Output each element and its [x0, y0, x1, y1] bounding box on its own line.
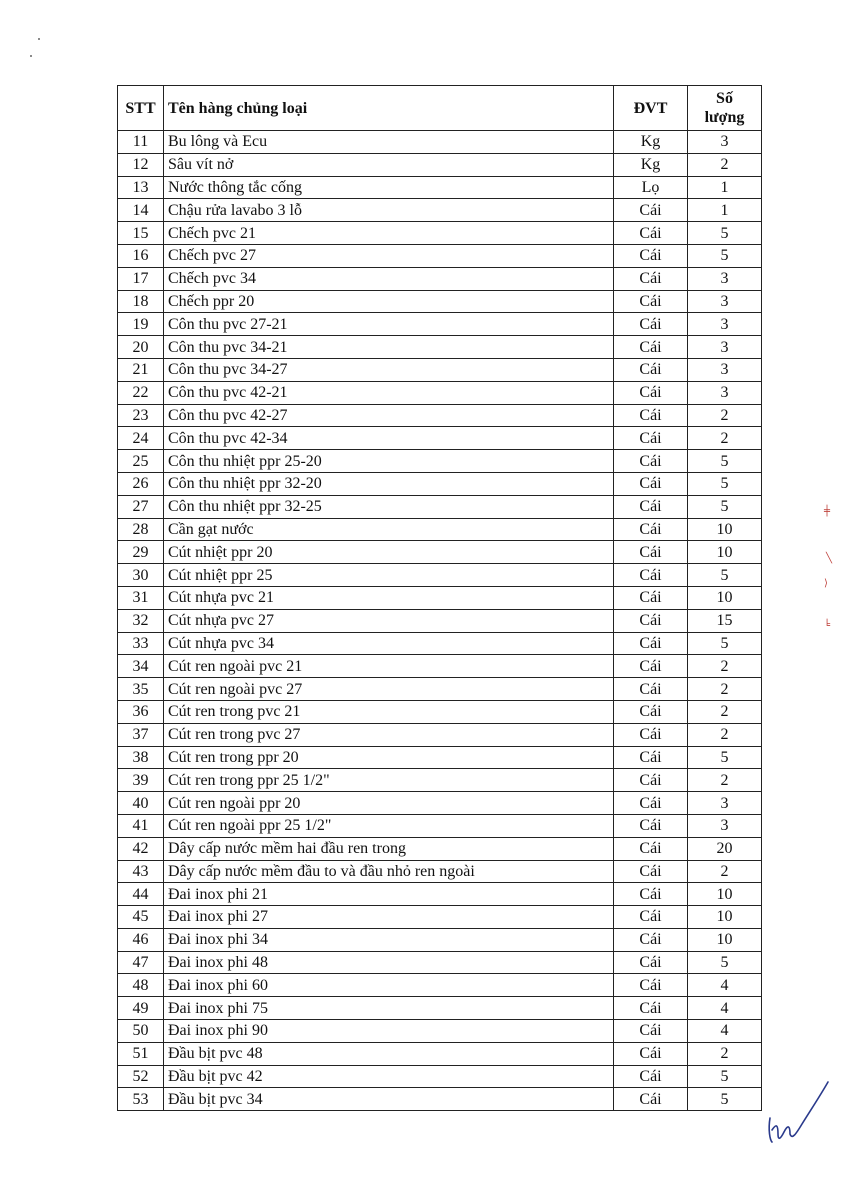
- cell-unit: Cái: [614, 244, 688, 267]
- signature: [762, 1078, 832, 1148]
- cell-quantity: 3: [688, 131, 762, 154]
- cell-stt: 43: [118, 860, 164, 883]
- cell-unit: Cái: [614, 632, 688, 655]
- table-row: [118, 131, 762, 154]
- cell-item-name: Chậu rửa lavabo 3 lỗ: [164, 199, 614, 222]
- table-row: [118, 267, 762, 290]
- cell-unit: Kg: [614, 153, 688, 176]
- cell-unit: Cái: [614, 746, 688, 769]
- table-row: [118, 883, 762, 906]
- cell-stt: 23: [118, 404, 164, 427]
- cell-item-name: Chếch pvc 34: [164, 267, 614, 290]
- cell-quantity: 4: [688, 997, 762, 1020]
- table-row: [118, 1020, 762, 1043]
- cell-quantity: 3: [688, 267, 762, 290]
- cell-stt: 31: [118, 586, 164, 609]
- cell-stt: 32: [118, 609, 164, 632]
- cell-stt: 11: [118, 131, 164, 154]
- cell-unit: Cái: [614, 1065, 688, 1088]
- cell-quantity: 5: [688, 1088, 762, 1111]
- cell-stt: 45: [118, 906, 164, 929]
- cell-stt: 46: [118, 928, 164, 951]
- cell-quantity: 5: [688, 472, 762, 495]
- cell-unit: Cái: [614, 518, 688, 541]
- cell-item-name: Dây cấp nước mềm hai đầu ren trong: [164, 837, 614, 860]
- cell-unit: Cái: [614, 951, 688, 974]
- cell-stt: 35: [118, 678, 164, 701]
- cell-unit: Cái: [614, 723, 688, 746]
- cell-unit: Cái: [614, 1088, 688, 1111]
- table-row: [118, 199, 762, 222]
- cell-unit: Cái: [614, 678, 688, 701]
- cell-quantity: 3: [688, 336, 762, 359]
- cell-quantity: 15: [688, 609, 762, 632]
- cell-quantity: 2: [688, 404, 762, 427]
- cell-item-name: Đầu bịt pvc 42: [164, 1065, 614, 1088]
- cell-item-name: Côn thu pvc 27-21: [164, 313, 614, 336]
- cell-stt: 37: [118, 723, 164, 746]
- table-row: [118, 450, 762, 473]
- cell-unit: Cái: [614, 928, 688, 951]
- table-row: [118, 792, 762, 815]
- cell-quantity: 5: [688, 1065, 762, 1088]
- cell-unit: Cái: [614, 290, 688, 313]
- cell-item-name: Chếch ppr 20: [164, 290, 614, 313]
- table-row: [118, 381, 762, 404]
- cell-quantity: 10: [688, 883, 762, 906]
- cell-unit: Cái: [614, 837, 688, 860]
- cell-unit: Cái: [614, 609, 688, 632]
- stamp-fragment-mark: ╲: [826, 553, 833, 564]
- cell-quantity: 2: [688, 427, 762, 450]
- cell-unit: Cái: [614, 700, 688, 723]
- table-row: [118, 336, 762, 359]
- cell-unit: Cái: [614, 222, 688, 245]
- cell-stt: 22: [118, 381, 164, 404]
- table-row: [118, 564, 762, 587]
- table-row: [118, 176, 762, 199]
- table-row: [118, 290, 762, 313]
- cell-item-name: Cút nhựa pvc 21: [164, 586, 614, 609]
- table-row: [118, 678, 762, 701]
- cell-unit: Cái: [614, 997, 688, 1020]
- cell-stt: 14: [118, 199, 164, 222]
- cell-unit: Cái: [614, 313, 688, 336]
- cell-quantity: 5: [688, 244, 762, 267]
- table-row: [118, 655, 762, 678]
- cell-item-name: Cút nhiệt ppr 20: [164, 541, 614, 564]
- scan-speck: [30, 55, 32, 57]
- cell-item-name: Đai inox phi 75: [164, 997, 614, 1020]
- cell-stt: 40: [118, 792, 164, 815]
- cell-quantity: 5: [688, 632, 762, 655]
- cell-quantity: 2: [688, 153, 762, 176]
- table-row: [118, 153, 762, 176]
- table-row: [118, 313, 762, 336]
- cell-stt: 17: [118, 267, 164, 290]
- cell-item-name: Sâu vít nở: [164, 153, 614, 176]
- cell-unit: Cái: [614, 860, 688, 883]
- scan-speck: [38, 38, 40, 40]
- cell-stt: 36: [118, 700, 164, 723]
- cell-stt: 47: [118, 951, 164, 974]
- cell-unit: Cái: [614, 495, 688, 518]
- cell-item-name: Cút ren ngoài pvc 27: [164, 678, 614, 701]
- table-row: [118, 358, 762, 381]
- cell-item-name: Dây cấp nước mềm đầu to và đầu nhỏ ren ngoài: [164, 860, 614, 883]
- cell-quantity: 5: [688, 495, 762, 518]
- cell-stt: 16: [118, 244, 164, 267]
- cell-quantity: 3: [688, 381, 762, 404]
- table-row: [118, 906, 762, 929]
- cell-quantity: 5: [688, 222, 762, 245]
- stamp-fragment-mark: ╪: [824, 506, 831, 517]
- table-row: [118, 472, 762, 495]
- cell-unit: Cái: [614, 586, 688, 609]
- cell-quantity: 10: [688, 541, 762, 564]
- table-row: [118, 746, 762, 769]
- table-row: [118, 495, 762, 518]
- cell-stt: 26: [118, 472, 164, 495]
- cell-item-name: Nước thông tắc cống: [164, 176, 614, 199]
- cell-quantity: 2: [688, 723, 762, 746]
- table-header-row: [118, 86, 762, 131]
- table-row: [118, 632, 762, 655]
- cell-quantity: 4: [688, 974, 762, 997]
- stamp-fragment: [818, 498, 842, 648]
- cell-quantity: 10: [688, 928, 762, 951]
- cell-stt: 24: [118, 427, 164, 450]
- cell-item-name: Đai inox phi 60: [164, 974, 614, 997]
- table-row: [118, 860, 762, 883]
- table-row: [118, 427, 762, 450]
- cell-item-name: Côn thu pvc 34-21: [164, 336, 614, 359]
- header-unit: ĐVT: [614, 86, 688, 131]
- cell-item-name: Cút ren trong ppr 20: [164, 746, 614, 769]
- table-row: [118, 244, 762, 267]
- cell-unit: Cái: [614, 541, 688, 564]
- cell-stt: 18: [118, 290, 164, 313]
- table-row: [118, 1065, 762, 1088]
- cell-stt: 25: [118, 450, 164, 473]
- cell-item-name: Đai inox phi 90: [164, 1020, 614, 1043]
- cell-item-name: Côn thu nhiệt ppr 32-25: [164, 495, 614, 518]
- cell-item-name: Chếch pvc 27: [164, 244, 614, 267]
- cell-item-name: Cần gạt nước: [164, 518, 614, 541]
- cell-quantity: 2: [688, 769, 762, 792]
- cell-unit: Cái: [614, 450, 688, 473]
- cell-quantity: 3: [688, 792, 762, 815]
- cell-item-name: Côn thu pvc 34-27: [164, 358, 614, 381]
- cell-quantity: 1: [688, 176, 762, 199]
- cell-quantity: 2: [688, 655, 762, 678]
- cell-item-name: Cút ren ngoài ppr 25 1/2": [164, 814, 614, 837]
- cell-quantity: 10: [688, 518, 762, 541]
- cell-quantity: 3: [688, 290, 762, 313]
- cell-item-name: Côn thu nhiệt ppr 25-20: [164, 450, 614, 473]
- cell-stt: 33: [118, 632, 164, 655]
- table-row: [118, 951, 762, 974]
- cell-item-name: Côn thu pvc 42-27: [164, 404, 614, 427]
- cell-item-name: Cút ren ngoài ppr 20: [164, 792, 614, 815]
- cell-stt: 12: [118, 153, 164, 176]
- cell-quantity: 2: [688, 700, 762, 723]
- table-row: [118, 974, 762, 997]
- cell-stt: 44: [118, 883, 164, 906]
- cell-item-name: Chếch pvc 21: [164, 222, 614, 245]
- table-row: [118, 609, 762, 632]
- cell-item-name: Cút ren ngoài pvc 21: [164, 655, 614, 678]
- cell-unit: Cái: [614, 472, 688, 495]
- cell-item-name: Cút ren trong pvc 27: [164, 723, 614, 746]
- cell-stt: 15: [118, 222, 164, 245]
- stamp-fragment-mark: ⟩: [824, 578, 828, 589]
- cell-quantity: 3: [688, 313, 762, 336]
- cell-quantity: 3: [688, 814, 762, 837]
- cell-item-name: Cút ren trong pvc 21: [164, 700, 614, 723]
- table-row: [118, 928, 762, 951]
- cell-stt: 42: [118, 837, 164, 860]
- cell-item-name: Cút nhiệt ppr 25: [164, 564, 614, 587]
- cell-item-name: Đầu bịt pvc 48: [164, 1042, 614, 1065]
- cell-stt: 28: [118, 518, 164, 541]
- cell-stt: 39: [118, 769, 164, 792]
- cell-unit: Cái: [614, 883, 688, 906]
- cell-item-name: Cút nhựa pvc 27: [164, 609, 614, 632]
- table-row: [118, 518, 762, 541]
- cell-unit: Cái: [614, 381, 688, 404]
- cell-stt: 49: [118, 997, 164, 1020]
- cell-item-name: Cút ren trong ppr 25 1/2": [164, 769, 614, 792]
- cell-quantity: 10: [688, 906, 762, 929]
- table-row: [118, 1042, 762, 1065]
- cell-unit: Cái: [614, 769, 688, 792]
- cell-unit: Cái: [614, 1042, 688, 1065]
- table-row: [118, 723, 762, 746]
- cell-stt: 13: [118, 176, 164, 199]
- cell-unit: Cái: [614, 974, 688, 997]
- cell-stt: 30: [118, 564, 164, 587]
- cell-stt: 20: [118, 336, 164, 359]
- cell-stt: 52: [118, 1065, 164, 1088]
- cell-stt: 48: [118, 974, 164, 997]
- cell-unit: Cái: [614, 792, 688, 815]
- cell-unit: Cái: [614, 655, 688, 678]
- cell-unit: Cái: [614, 336, 688, 359]
- cell-unit: Cái: [614, 564, 688, 587]
- table-row: [118, 837, 762, 860]
- cell-unit: Cái: [614, 1020, 688, 1043]
- cell-stt: 53: [118, 1088, 164, 1111]
- cell-unit: Cái: [614, 404, 688, 427]
- cell-stt: 19: [118, 313, 164, 336]
- cell-stt: 41: [118, 814, 164, 837]
- items-table: [117, 85, 762, 1111]
- cell-quantity: 2: [688, 860, 762, 883]
- cell-quantity: 2: [688, 678, 762, 701]
- table-row: [118, 700, 762, 723]
- table-row: [118, 541, 762, 564]
- cell-unit: Cái: [614, 199, 688, 222]
- header-item-name: Tên hàng chủng loại: [164, 86, 614, 131]
- table-row: [118, 586, 762, 609]
- table-body: [118, 131, 762, 1111]
- table-row: [118, 222, 762, 245]
- cell-stt: 21: [118, 358, 164, 381]
- cell-unit: Cái: [614, 358, 688, 381]
- table-row: [118, 997, 762, 1020]
- header-quantity-line1: Số: [716, 90, 733, 107]
- cell-quantity: 10: [688, 586, 762, 609]
- cell-unit: Cái: [614, 267, 688, 290]
- table-row: [118, 404, 762, 427]
- cell-unit: Lọ: [614, 176, 688, 199]
- cell-quantity: 5: [688, 564, 762, 587]
- cell-quantity: 1: [688, 199, 762, 222]
- table-row: [118, 769, 762, 792]
- cell-item-name: Côn thu pvc 42-34: [164, 427, 614, 450]
- table-row: [118, 814, 762, 837]
- cell-stt: 50: [118, 1020, 164, 1043]
- header-quantity: [688, 86, 762, 131]
- cell-quantity: 5: [688, 951, 762, 974]
- cell-unit: Kg: [614, 131, 688, 154]
- cell-item-name: Đai inox phi 27: [164, 906, 614, 929]
- cell-quantity: 4: [688, 1020, 762, 1043]
- cell-quantity: 3: [688, 358, 762, 381]
- cell-item-name: Đai inox phi 48: [164, 951, 614, 974]
- cell-quantity: 2: [688, 1042, 762, 1065]
- cell-quantity: 20: [688, 837, 762, 860]
- cell-item-name: Đai inox phi 21: [164, 883, 614, 906]
- cell-item-name: Đai inox phi 34: [164, 928, 614, 951]
- cell-unit: Cái: [614, 427, 688, 450]
- cell-stt: 51: [118, 1042, 164, 1065]
- cell-unit: Cái: [614, 814, 688, 837]
- cell-item-name: Đầu bịt pvc 34: [164, 1088, 614, 1111]
- cell-quantity: 5: [688, 450, 762, 473]
- cell-stt: 29: [118, 541, 164, 564]
- table-row: [118, 1088, 762, 1111]
- header-quantity-line2: lượng: [704, 109, 745, 126]
- cell-stt: 27: [118, 495, 164, 518]
- stamp-fragment-mark: ╘: [824, 620, 831, 631]
- cell-unit: Cái: [614, 906, 688, 929]
- cell-item-name: Bu lông và Ecu: [164, 131, 614, 154]
- cell-item-name: Cút nhựa pvc 34: [164, 632, 614, 655]
- header-stt: STT: [118, 86, 164, 131]
- cell-item-name: Côn thu nhiệt ppr 32-20: [164, 472, 614, 495]
- cell-stt: 38: [118, 746, 164, 769]
- cell-stt: 34: [118, 655, 164, 678]
- cell-item-name: Côn thu pvc 42-21: [164, 381, 614, 404]
- cell-quantity: 5: [688, 746, 762, 769]
